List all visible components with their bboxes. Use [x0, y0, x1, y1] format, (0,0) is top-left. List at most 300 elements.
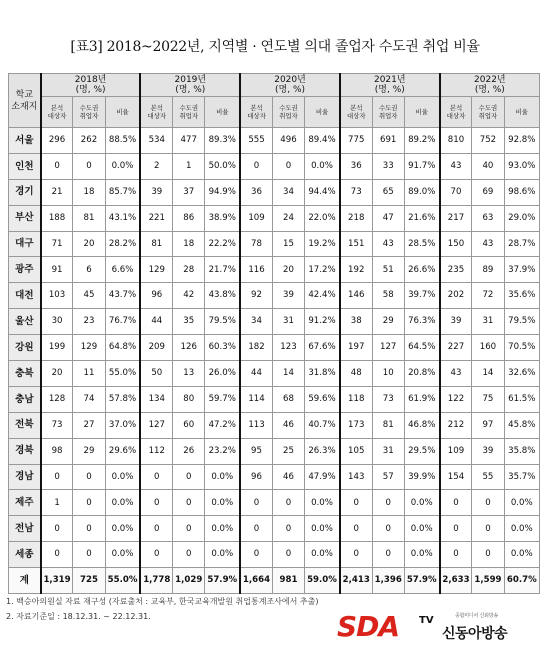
- region-cell: 전남: [9, 516, 41, 542]
- count-cell: 29: [73, 438, 105, 464]
- count-cell: 0: [140, 464, 172, 490]
- count-cell: 71: [41, 231, 73, 257]
- count-cell: 0: [472, 490, 504, 516]
- count-cell: 0: [372, 516, 404, 542]
- count-cell: 810: [440, 128, 472, 154]
- count-cell: 91: [41, 257, 73, 283]
- count-cell: 14: [472, 361, 504, 387]
- region-cell: 서울: [9, 128, 41, 154]
- count-cell: 192: [340, 257, 372, 283]
- count-cell: 74: [73, 386, 105, 412]
- region-cell: 전북: [9, 412, 41, 438]
- ratio-cell: 0.0%: [205, 516, 240, 542]
- ratio-cell: 0.0%: [504, 542, 539, 568]
- count-cell: 27: [73, 412, 105, 438]
- count-cell: 143: [340, 464, 372, 490]
- ratio-cell: 94.4%: [305, 179, 340, 205]
- footnote: 1. 백승아의원실 자료 재구성 (자료출처 : 교육부, 한국교육개발원 취업통계조사에서 추출): [6, 597, 319, 606]
- ratio-cell: 57.9%: [404, 568, 439, 594]
- count-cell: 146: [340, 283, 372, 309]
- ratio-cell: 67.6%: [305, 335, 340, 361]
- ratio-cell: 43.8%: [205, 283, 240, 309]
- svg-text:TV: TV: [419, 615, 434, 626]
- count-cell: 10: [372, 361, 404, 387]
- ratio-cell: 79.5%: [205, 309, 240, 335]
- count-cell: 0: [140, 490, 172, 516]
- count-cell: 752: [472, 128, 504, 154]
- count-cell: 981: [272, 568, 304, 594]
- count-cell: 96: [240, 464, 272, 490]
- region-cell: 대전: [9, 283, 41, 309]
- count-cell: 37: [173, 179, 205, 205]
- count-cell: 51: [372, 257, 404, 283]
- table-row: [9, 438, 540, 464]
- count-cell: 0: [41, 516, 73, 542]
- region-cell: 경기: [9, 179, 41, 205]
- ratio-cell: 91.2%: [305, 309, 340, 335]
- count-cell: 70: [440, 179, 472, 205]
- table-row: [9, 568, 540, 594]
- count-cell: 73: [340, 179, 372, 205]
- ratio-cell: 0.0%: [205, 490, 240, 516]
- count-cell: 199: [41, 335, 73, 361]
- count-cell: 39: [440, 309, 472, 335]
- count-cell: 72: [472, 283, 504, 309]
- ratio-cell: 70.5%: [504, 335, 539, 361]
- corner-header: 학교 소재지: [9, 74, 41, 128]
- count-cell: 0: [340, 490, 372, 516]
- count-cell: 150: [440, 231, 472, 257]
- region-cell: 경남: [9, 464, 41, 490]
- count-cell: 36: [340, 153, 372, 179]
- sub-header: 수도권 취업자: [372, 97, 404, 128]
- table-row: [9, 412, 540, 438]
- ratio-cell: 21.6%: [404, 205, 439, 231]
- count-cell: 262: [73, 128, 105, 154]
- region-cell: 세종: [9, 542, 41, 568]
- count-cell: 39: [272, 283, 304, 309]
- table-row: [9, 309, 540, 335]
- count-cell: 197: [340, 335, 372, 361]
- table-row: [9, 386, 540, 412]
- region-cell: 제주: [9, 490, 41, 516]
- ratio-cell: 89.3%: [205, 128, 240, 154]
- count-cell: 0: [372, 490, 404, 516]
- count-cell: 15: [272, 231, 304, 257]
- ratio-cell: 0.0%: [305, 490, 340, 516]
- ratio-cell: 31.8%: [305, 361, 340, 387]
- ratio-cell: 93.0%: [504, 153, 539, 179]
- region-cell: 대구: [9, 231, 41, 257]
- count-cell: 92: [240, 283, 272, 309]
- ratio-cell: 38.9%: [205, 205, 240, 231]
- count-cell: 89: [472, 257, 504, 283]
- count-cell: 1,664: [240, 568, 272, 594]
- ratio-cell: 23.2%: [205, 438, 240, 464]
- count-cell: 63: [472, 205, 504, 231]
- ratio-cell: 92.8%: [504, 128, 539, 154]
- ratio-cell: 43.1%: [105, 205, 140, 231]
- sub-header: 비율: [205, 97, 240, 128]
- table-row: [9, 257, 540, 283]
- count-cell: 73: [41, 412, 73, 438]
- count-cell: 81: [73, 205, 105, 231]
- count-cell: 0: [173, 516, 205, 542]
- count-cell: 0: [41, 153, 73, 179]
- region-cell: 강원: [9, 335, 41, 361]
- count-cell: 97: [472, 412, 504, 438]
- ratio-cell: 29.5%: [404, 438, 439, 464]
- ratio-cell: 29.0%: [504, 205, 539, 231]
- count-cell: 217: [440, 205, 472, 231]
- count-cell: 55: [472, 464, 504, 490]
- count-cell: 33: [372, 153, 404, 179]
- table-row: [9, 179, 540, 205]
- ratio-cell: 42.4%: [305, 283, 340, 309]
- count-cell: 14: [272, 361, 304, 387]
- ratio-cell: 50.0%: [205, 153, 240, 179]
- count-cell: 0: [240, 516, 272, 542]
- count-cell: 1,599: [472, 568, 504, 594]
- ratio-cell: 0.0%: [205, 542, 240, 568]
- count-cell: 58: [372, 283, 404, 309]
- count-cell: 43: [440, 361, 472, 387]
- table-row: [9, 153, 540, 179]
- year-header: 2018년 (명, %): [41, 74, 141, 97]
- sub-header: 본석 대상자: [41, 97, 73, 128]
- count-cell: 116: [240, 257, 272, 283]
- count-cell: 160: [472, 335, 504, 361]
- ratio-cell: 89.2%: [404, 128, 439, 154]
- table-title: [표3] 2018~2022년, 지역별 · 연도별 의대 졸업자 수도권 취업 비율: [70, 39, 480, 55]
- count-cell: 691: [372, 128, 404, 154]
- count-cell: 0: [240, 490, 272, 516]
- count-cell: 30: [41, 309, 73, 335]
- ratio-cell: 57.8%: [105, 386, 140, 412]
- ratio-cell: 76.3%: [404, 309, 439, 335]
- count-cell: 0: [41, 542, 73, 568]
- count-cell: 496: [272, 128, 304, 154]
- employment-table: [8, 73, 540, 594]
- count-cell: 43: [372, 231, 404, 257]
- ratio-cell: 0.0%: [404, 490, 439, 516]
- count-cell: 118: [340, 386, 372, 412]
- region-cell: 충북: [9, 361, 41, 387]
- region-cell: 부산: [9, 205, 41, 231]
- svg-text:SDA: SDA: [337, 611, 400, 641]
- ratio-cell: 35.7%: [504, 464, 539, 490]
- ratio-cell: 94.9%: [205, 179, 240, 205]
- ratio-cell: 57.9%: [205, 568, 240, 594]
- count-cell: 127: [140, 412, 172, 438]
- count-cell: 296: [41, 128, 73, 154]
- ratio-cell: 37.9%: [504, 257, 539, 283]
- ratio-cell: 22.0%: [305, 205, 340, 231]
- sub-header: 비율: [404, 97, 439, 128]
- count-cell: 775: [340, 128, 372, 154]
- count-cell: 42: [173, 283, 205, 309]
- count-cell: 109: [440, 438, 472, 464]
- count-cell: 123: [272, 335, 304, 361]
- count-cell: 60: [173, 412, 205, 438]
- ratio-cell: 89.4%: [305, 128, 340, 154]
- sda-logo-mark: [337, 611, 447, 641]
- count-cell: 20: [272, 257, 304, 283]
- count-cell: 113: [240, 412, 272, 438]
- ratio-cell: 39.9%: [404, 464, 439, 490]
- count-cell: 202: [440, 283, 472, 309]
- count-cell: 65: [372, 179, 404, 205]
- ratio-cell: 26.6%: [404, 257, 439, 283]
- count-cell: 45: [73, 283, 105, 309]
- ratio-cell: 64.5%: [404, 335, 439, 361]
- sub-header: 본석 대상자: [240, 97, 272, 128]
- count-cell: 103: [41, 283, 73, 309]
- sub-header: 본석 대상자: [140, 97, 172, 128]
- count-cell: 725: [73, 568, 105, 594]
- count-cell: 0: [272, 542, 304, 568]
- count-cell: 0: [73, 464, 105, 490]
- count-cell: 2,633: [440, 568, 472, 594]
- ratio-cell: 32.6%: [504, 361, 539, 387]
- count-cell: 0: [140, 516, 172, 542]
- count-cell: 0: [340, 542, 372, 568]
- ratio-cell: 0.0%: [404, 542, 439, 568]
- ratio-cell: 45.8%: [504, 412, 539, 438]
- count-cell: 26: [173, 438, 205, 464]
- ratio-cell: 46.8%: [404, 412, 439, 438]
- ratio-cell: 76.7%: [105, 309, 140, 335]
- count-cell: 1: [41, 490, 73, 516]
- ratio-cell: 0.0%: [404, 516, 439, 542]
- count-cell: 44: [240, 361, 272, 387]
- ratio-cell: 0.0%: [105, 153, 140, 179]
- ratio-cell: 28.5%: [404, 231, 439, 257]
- count-cell: 34: [240, 309, 272, 335]
- count-cell: 555: [240, 128, 272, 154]
- count-cell: 0: [173, 464, 205, 490]
- table-row: [9, 231, 540, 257]
- count-cell: 0: [340, 516, 372, 542]
- count-cell: 34: [272, 179, 304, 205]
- count-cell: 78: [240, 231, 272, 257]
- sub-header: 비율: [504, 97, 539, 128]
- logo-brand-name: 신동아방송: [442, 626, 508, 642]
- count-cell: 534: [140, 128, 172, 154]
- ratio-cell: 0.0%: [105, 542, 140, 568]
- ratio-cell: 0.0%: [205, 464, 240, 490]
- footnotes: [6, 594, 318, 624]
- count-cell: 0: [472, 542, 504, 568]
- table-row: [9, 283, 540, 309]
- ratio-cell: 35.6%: [504, 283, 539, 309]
- ratio-cell: 40.7%: [305, 412, 340, 438]
- count-cell: 209: [140, 335, 172, 361]
- ratio-cell: 85.7%: [105, 179, 140, 205]
- count-cell: 0: [73, 490, 105, 516]
- region-cell: 인천: [9, 153, 41, 179]
- count-cell: 477: [173, 128, 205, 154]
- count-cell: 112: [140, 438, 172, 464]
- ratio-cell: 0.0%: [504, 516, 539, 542]
- table-row: [9, 516, 540, 542]
- count-cell: 154: [440, 464, 472, 490]
- sub-header: 수도권 취업자: [73, 97, 105, 128]
- count-cell: 0: [173, 542, 205, 568]
- ratio-cell: 59.7%: [205, 386, 240, 412]
- count-cell: 38: [340, 309, 372, 335]
- sub-header: 본석 대상자: [340, 97, 372, 128]
- count-cell: 95: [240, 438, 272, 464]
- count-cell: 182: [240, 335, 272, 361]
- ratio-cell: 47.9%: [305, 464, 340, 490]
- count-cell: 128: [41, 386, 73, 412]
- ratio-cell: 79.5%: [504, 309, 539, 335]
- ratio-cell: 28.7%: [504, 231, 539, 257]
- count-cell: 134: [140, 386, 172, 412]
- count-cell: 31: [272, 309, 304, 335]
- ratio-cell: 61.9%: [404, 386, 439, 412]
- count-cell: 75: [472, 386, 504, 412]
- count-cell: 57: [372, 464, 404, 490]
- ratio-cell: 26.3%: [305, 438, 340, 464]
- count-cell: 80: [173, 386, 205, 412]
- ratio-cell: 43.7%: [105, 283, 140, 309]
- count-cell: 0: [272, 490, 304, 516]
- table-row: [9, 335, 540, 361]
- count-cell: 109: [240, 205, 272, 231]
- footnote: 2. 자료기준일 : 18.12.31. ~ 22.12.31.: [6, 612, 151, 621]
- count-cell: 73: [372, 386, 404, 412]
- count-cell: 0: [73, 153, 105, 179]
- count-cell: 46: [272, 412, 304, 438]
- ratio-cell: 88.5%: [105, 128, 140, 154]
- ratio-cell: 37.0%: [105, 412, 140, 438]
- count-cell: 96: [140, 283, 172, 309]
- ratio-cell: 35.8%: [504, 438, 539, 464]
- ratio-cell: 0.0%: [504, 490, 539, 516]
- ratio-cell: 47.2%: [205, 412, 240, 438]
- count-cell: 24: [272, 205, 304, 231]
- count-cell: 39: [472, 438, 504, 464]
- count-cell: 126: [173, 335, 205, 361]
- count-cell: 1,778: [140, 568, 172, 594]
- ratio-cell: 60.7%: [504, 568, 539, 594]
- count-cell: 0: [240, 542, 272, 568]
- count-cell: 35: [173, 309, 205, 335]
- count-cell: 48: [340, 361, 372, 387]
- count-cell: 43: [440, 153, 472, 179]
- count-cell: 50: [140, 361, 172, 387]
- count-cell: 0: [41, 464, 73, 490]
- count-cell: 23: [73, 309, 105, 335]
- table-row: [9, 490, 540, 516]
- count-cell: 0: [73, 516, 105, 542]
- sub-header: 비율: [305, 97, 340, 128]
- ratio-cell: 0.0%: [105, 464, 140, 490]
- count-cell: 1: [173, 153, 205, 179]
- region-cell: 계: [9, 568, 41, 594]
- ratio-cell: 17.2%: [305, 257, 340, 283]
- count-cell: 0: [272, 516, 304, 542]
- count-cell: 13: [173, 361, 205, 387]
- ratio-cell: 0.0%: [105, 490, 140, 516]
- count-cell: 11: [73, 361, 105, 387]
- count-cell: 0: [173, 490, 205, 516]
- year-header: 2021년 (명, %): [340, 74, 440, 97]
- count-cell: 127: [372, 335, 404, 361]
- ratio-cell: 21.7%: [205, 257, 240, 283]
- count-cell: 28: [173, 257, 205, 283]
- count-cell: 81: [372, 412, 404, 438]
- count-cell: 36: [240, 179, 272, 205]
- sub-header: 수도권 취업자: [272, 97, 304, 128]
- ratio-cell: 22.2%: [205, 231, 240, 257]
- table-row: [9, 205, 540, 231]
- ratio-cell: 59.0%: [305, 568, 340, 594]
- count-cell: 2,413: [340, 568, 372, 594]
- count-cell: 0: [73, 542, 105, 568]
- ratio-cell: 19.2%: [305, 231, 340, 257]
- table-row: [9, 128, 540, 154]
- ratio-cell: 91.7%: [404, 153, 439, 179]
- count-cell: 227: [440, 335, 472, 361]
- region-cell: 경북: [9, 438, 41, 464]
- ratio-cell: 55.0%: [105, 361, 140, 387]
- count-cell: 29: [372, 309, 404, 335]
- count-cell: 221: [140, 205, 172, 231]
- region-cell: 광주: [9, 257, 41, 283]
- region-cell: 울산: [9, 309, 41, 335]
- year-header: 2022년 (명, %): [440, 74, 540, 97]
- ratio-cell: 55.0%: [105, 568, 140, 594]
- count-cell: 81: [140, 231, 172, 257]
- sub-header: 비율: [105, 97, 140, 128]
- count-cell: 68: [272, 386, 304, 412]
- table-row: [9, 542, 540, 568]
- count-cell: 46: [272, 464, 304, 490]
- count-cell: 69: [472, 179, 504, 205]
- sub-header: 본석 대상자: [440, 97, 472, 128]
- count-cell: 0: [372, 542, 404, 568]
- count-cell: 129: [73, 335, 105, 361]
- count-cell: 20: [73, 231, 105, 257]
- count-cell: 1,029: [173, 568, 205, 594]
- count-cell: 151: [340, 231, 372, 257]
- count-cell: 114: [240, 386, 272, 412]
- count-cell: 105: [340, 438, 372, 464]
- count-cell: 0: [272, 153, 304, 179]
- count-cell: 40: [472, 153, 504, 179]
- table-row: [9, 464, 540, 490]
- year-header: 2020년 (명, %): [240, 74, 340, 97]
- sub-header: 수도권 취업자: [173, 97, 205, 128]
- year-header: 2019년 (명, %): [140, 74, 240, 97]
- count-cell: 6: [73, 257, 105, 283]
- count-cell: 122: [440, 386, 472, 412]
- count-cell: 18: [173, 231, 205, 257]
- count-cell: 0: [440, 516, 472, 542]
- count-cell: 21: [41, 179, 73, 205]
- count-cell: 0: [440, 542, 472, 568]
- count-cell: 25: [272, 438, 304, 464]
- count-cell: 173: [340, 412, 372, 438]
- ratio-cell: 89.0%: [404, 179, 439, 205]
- count-cell: 20: [41, 361, 73, 387]
- ratio-cell: 6.6%: [105, 257, 140, 283]
- ratio-cell: 0.0%: [305, 516, 340, 542]
- count-cell: 86: [173, 205, 205, 231]
